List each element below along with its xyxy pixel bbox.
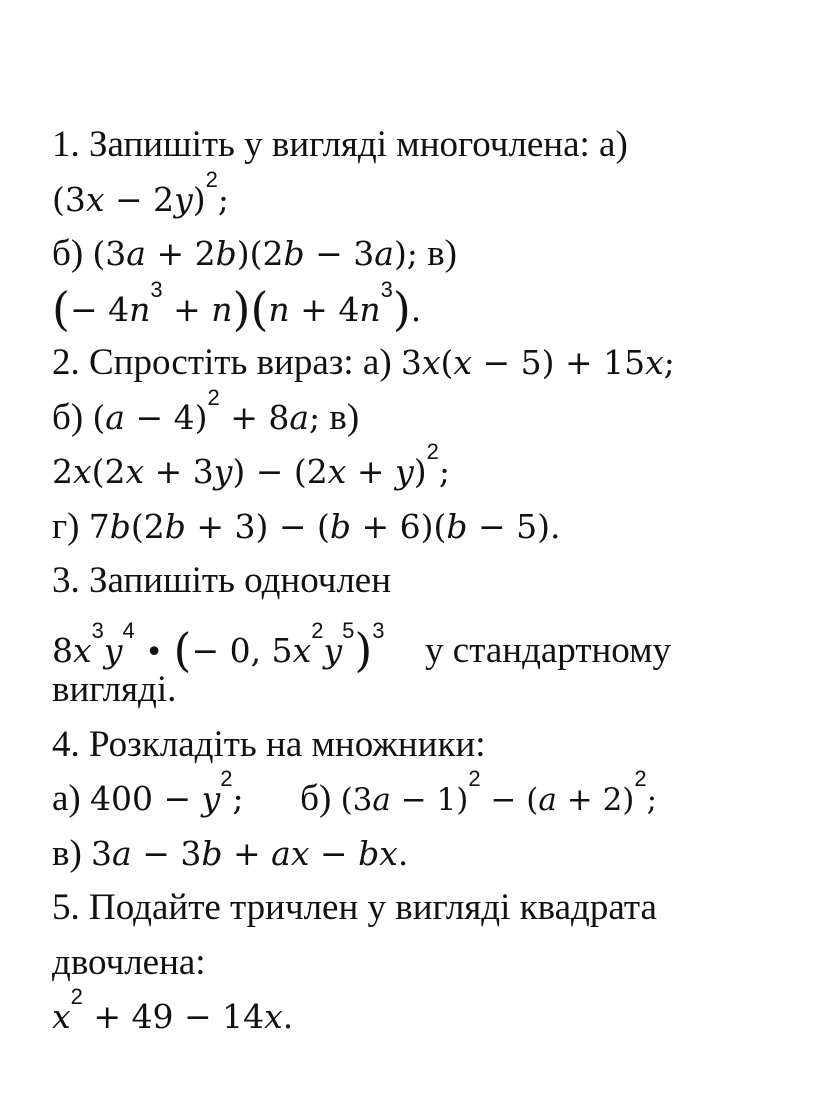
p5-expr: $x^2 + 49 - 14x$. (52, 984, 294, 1036)
p1-title: 1. Запишіть у вигляді многочлена: а) (52, 124, 628, 165)
p2-title-line (52, 336, 822, 391)
p5-title2: двочлена: (52, 941, 206, 983)
p3-tail: у стандартному (425, 629, 672, 671)
p2-title: 2. Спростіть вираз: а) (52, 342, 392, 383)
p4-title: 4. Розкладіть на множники: (52, 723, 486, 765)
p5-title-line (52, 881, 822, 936)
p2-c-label: в) (329, 396, 360, 438)
p1-title-line (52, 118, 822, 173)
p1-b-line (52, 227, 822, 282)
p5-expr-line (52, 984, 822, 1045)
p2-b-line (52, 384, 822, 446)
p1-a-expr: $(3x - 2y)^2$; (52, 166, 230, 219)
p4-a-expr: $400 - y^2$; (90, 766, 244, 818)
p2-d-line (52, 500, 822, 555)
p2-b-label: б) (52, 396, 84, 438)
p1-c-expr: (− $4n^3 + n)(n + 4n^3)$. (52, 276, 422, 336)
p4-c-line (52, 827, 822, 882)
p4-ab-line (52, 766, 822, 827)
p3-title: 3. Запишіть одночлен (52, 560, 392, 601)
p1-b-expr: (3a + 2b)(2b − 3a); (92, 234, 418, 273)
p2-a-expr: 3x(x − 5) + 15x; (400, 343, 675, 382)
p5-title2-line (52, 936, 822, 991)
p4-b-expr: $(3a - 1)^2 - (a + 2)^2$; (340, 766, 658, 818)
p5-title: 5. Подайте тричлен у вигляді квадрата (52, 887, 657, 928)
p1-c-line (52, 276, 822, 337)
p3-tail2: вигляді. (52, 669, 177, 710)
p2-b-expr: $(a - 4)^2 + 8a$; (92, 384, 321, 437)
p4-b-label: б) (300, 778, 332, 819)
p4-c-expr: 3a − 3b + ax − bx. (91, 833, 409, 873)
p4-title-line (52, 718, 822, 773)
p2-c-line (52, 439, 822, 500)
p1-c-label: в) (427, 233, 457, 274)
p1-b-label: б) (52, 233, 84, 274)
p2-d-expr: 7b(2b + 3) − (b + 6)(b − 5). (88, 506, 561, 546)
p4-c-label: в) (52, 832, 82, 874)
p1-a-line (52, 166, 822, 228)
worksheet (52, 118, 822, 1045)
p4-a-label: а) (52, 778, 81, 819)
p2-c-expr: $2x(2x + 3y) - (2x + y)^2$; (52, 439, 450, 491)
p3-title-line (52, 554, 822, 609)
p3-expr: $8x^3y^4$ • (− 0, $5x^2y^5)^3$ (52, 617, 385, 677)
p2-d-label: г) (52, 505, 80, 547)
